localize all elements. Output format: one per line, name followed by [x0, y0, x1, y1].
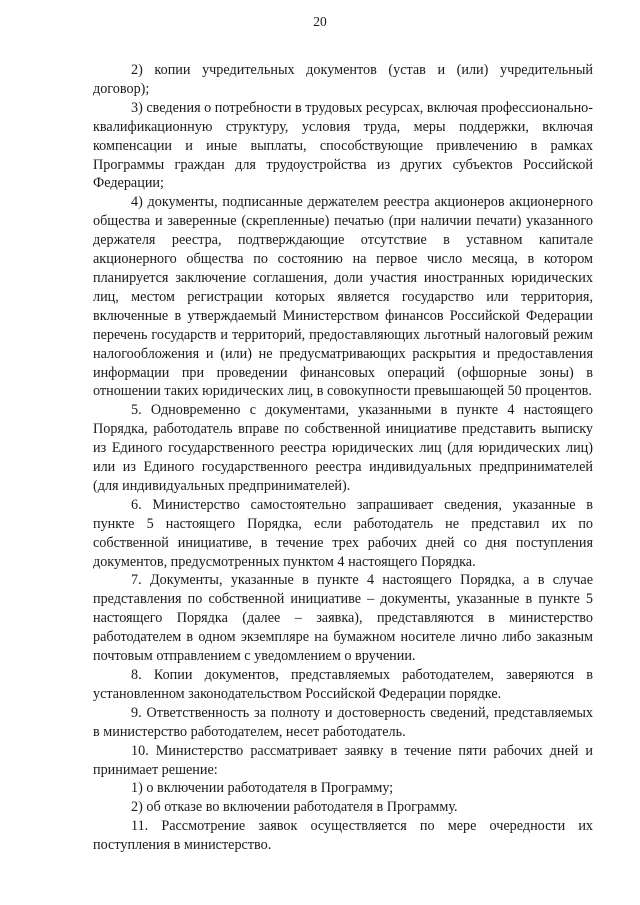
paragraph-clause-7: 7. Документы, указанные в пункте 4 настоящего Порядка, а в случае представления по собственной инициативе – документы, указанные в пункте 5 настоящего Порядка (далее – заявка), представляются в министерство работодателем в одном экземпляре на бумажном носителе лично либо заказным почтовым отправлением с уведомлением о вручении. [93, 572, 593, 665]
page-number: 20 [313, 14, 327, 29]
paragraph-item-3: 3) сведения о потребности в трудовых ресурсах, включая профессионально-квалификационную структуру, условия труда, меры поддержки, включая компенсации и иные выплаты, способствующие привлечению в рамках Программы граждан для трудоустройства из других субъектов Российской Федерации; [93, 99, 593, 192]
paragraph-item-4: 4) документы, подписанные держателем реестра акционеров акционерного общества и заверенные (скрепленные) печатью (при наличии печати) указанного держателя реестра, подтверждающие отсутствие в уставном капитале акционерного общества по состоянию на первое число месяца, в котором планируется заключение соглашения, доли участия иностранных юридических лиц, местом регистрации которых является государство или территория, включенные в утверждаемый Министерством финансов Российской Федерации перечень государств и территорий, предоставляющих льготный налоговый режим налогообложения и (или) не предусматривающих раскрытия и предоставления информации при проведении финансовых операций (офшорные зоны) в отношении таких юридических лиц, в совокупности превышающей 50 процентов. [93, 194, 593, 400]
paragraph-decision-1: 1) о включении работодателя в Программу; [131, 780, 394, 797]
paragraph-clause-5: 5. Одновременно с документами, указанными в пункте 4 настоящего Порядка, работодатель вправе по собственной инициативе представить выписку из Единого государственного реестра юридических лиц (для юридических лиц) или из Единого государственного реестра индивидуальных предпринимателей (для индивидуальных предпринимателей). [93, 402, 593, 494]
paragraph-clause-10: 10. Министерство рассматривает заявку в течение пяти рабочих дней и принимает решение: [93, 742, 593, 778]
paragraph-clause-11: 11. Рассмотрение заявок осуществляется по мере очередности их поступления в министерство. [93, 818, 593, 854]
paragraph-decision-2: 2) об отказе во включении работодателя в Программу. [131, 799, 458, 816]
paragraph-clause-8: 8. Копии документов, представляемых работодателем, заверяются в установленном законодательством Российской Федерации порядке. [93, 667, 593, 702]
document-body [93, 61, 593, 855]
paragraph-clause-9: 9. Ответственность за полноту и достоверность сведений, представляемых в министерство работодателем, несет работодатель. [93, 704, 593, 740]
paragraph-clause-6: 6. Министерство самостоятельно запрашивает сведения, указанные в пункте 5 настоящего Порядка, если работодатель не представил их по собственной инициативе, в течение трех рабочих дней со дня поступления документов, предусмотренных пунктом 4 настоящего Порядка. [93, 496, 593, 570]
paragraph-item-2: 2) копии учредительных документов (устав и (или) учредительный договор); [93, 62, 593, 97]
